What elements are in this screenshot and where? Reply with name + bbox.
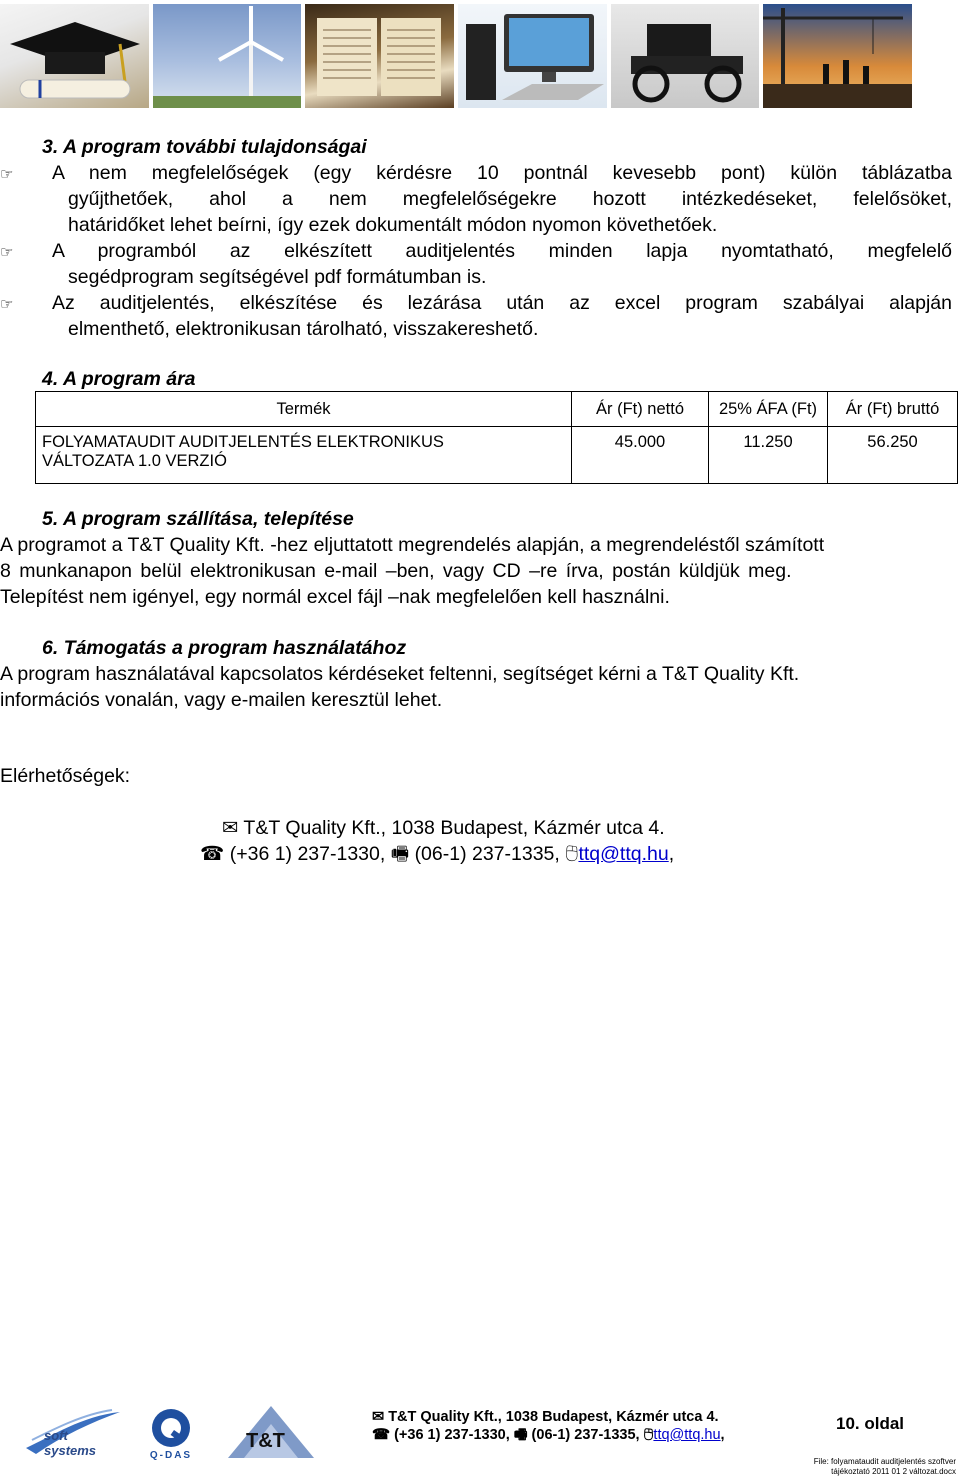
file-info (806, 1457, 956, 1477)
footer-contact (372, 1408, 725, 1444)
construction-crane-image (763, 4, 912, 108)
envelope-icon: ✉ (372, 1409, 385, 1425)
net-price-cell: 45.000 (572, 427, 709, 484)
section-3-heading: 3. A program további tulajdonságai (42, 136, 367, 158)
bullet-line: A nem megfelelőségek (egy kérdésre 10 pontnál kevesebb pont) külön táblázatba (52, 162, 952, 184)
column-header: 25% ÁFA (Ft) (709, 392, 828, 427)
pointing-hand-icon: ☞ (0, 166, 14, 183)
bullet-item (0, 238, 960, 290)
column-header: Termék (36, 392, 572, 427)
qdas-logo-text: Q-DAS (149, 1450, 193, 1461)
column-header: Ár (Ft) nettó (572, 392, 709, 427)
mouse-icon: 🖰 (565, 843, 579, 865)
tt-logo-text: T&T (246, 1430, 285, 1452)
footer-address: T&T Quality Kft., 1038 Budapest, Kázmér utca 4. (388, 1409, 719, 1425)
old-book-image (305, 4, 454, 108)
paragraph-line: A programot a T&T Quality Kft. -hez eljuttatott megrendelés alapján, a megrendeléstől számított (0, 534, 825, 556)
column-header: Ár (Ft) bruttó (828, 392, 958, 427)
tt-logo (228, 1404, 314, 1460)
footer-email-link[interactable]: ttq@ttq.hu (653, 1427, 721, 1443)
section-6-body (0, 661, 960, 713)
gross-price-cell: 56.250 (828, 427, 958, 484)
price-table (35, 391, 958, 484)
table-header-row (36, 392, 958, 427)
bullet-line: segédprogram segítségével pdf formátumban is. (68, 266, 487, 288)
vat-cell: 11.250 (709, 427, 828, 484)
email-trailing-comma: , (668, 843, 675, 865)
bullet-line: elmenthető, elektronikusan tárolható, visszakereshető. (68, 318, 539, 340)
bullet-line: Az auditjelentés, elkészítése és lezárása után az excel program szabályai alapján (52, 292, 952, 314)
pointing-hand-icon: ☞ (0, 244, 14, 261)
contacts-label: Elérhetőségek: (0, 765, 131, 787)
bullet-line: A programból az elkészített auditjelentés minden lapja nyomtatható, megfelelő (52, 240, 952, 262)
soft-systems-logo-text: soft systems (44, 1428, 97, 1458)
page-number: 10. oldal (836, 1414, 905, 1433)
bullet-line: gyűjthetőek, ahol a nem megfelelőségekre hozott intézkedéseket, felelősöket, (68, 188, 952, 210)
product-name-line: FOLYAMATAUDIT AUDITJELENTÉS ELEKTRONIKUS (42, 433, 444, 451)
contact-fax: (06-1) 237-1335, (414, 843, 560, 865)
qdas-logo (134, 1406, 208, 1466)
product-name-line: VÁLTOZATA 1.0 VERZIÓ (42, 452, 227, 470)
header-banner (0, 4, 912, 108)
contact-address-line (222, 815, 665, 841)
file-info-line: tájékoztató 2011 01 2 változat.docx (831, 1467, 956, 1476)
section-5-body (0, 532, 960, 610)
contact-phone-line (200, 841, 674, 867)
telephone-icon: ☎ (372, 1427, 391, 1443)
bullet-line: határidőket lehet beírni, így ezek dokumentált módon nyomon követhetőek. (68, 214, 718, 236)
bullet-item (0, 290, 960, 342)
contact-email-link[interactable]: ttq@ttq.hu (578, 843, 669, 865)
footer-phone: (+36 1) 237-1330, (394, 1427, 510, 1443)
paragraph-line: Telepítést nem igényel, egy normál excel fájl –nak megfelelően kell használni. (0, 586, 670, 608)
footer-address-line (372, 1408, 725, 1426)
graduation-cap-image (0, 4, 149, 108)
file-info-line: File: folyamataudit auditjelentés szoftver (813, 1457, 956, 1466)
vintage-car-image (611, 4, 760, 108)
section-4-heading: 4. A program ára (42, 368, 196, 390)
paragraph-line: információs vonalán, vagy e-mailen keresztül lehet. (0, 689, 443, 711)
paragraph-line: A program használatával kapcsolatos kérdéseket feltenni, segítséget kérni a T&T Quality Kft. (0, 663, 800, 685)
contact-address: T&T Quality Kft., 1038 Budapest, Kázmér utca 4. (243, 817, 665, 839)
computer-image (458, 4, 607, 108)
footer-phone-line (372, 1426, 725, 1444)
section-6-heading: 6. Támogatás a program használatához (42, 637, 407, 659)
telephone-icon: ☎ (200, 843, 225, 865)
contact-phone: (+36 1) 237-1330, (229, 843, 386, 865)
wind-turbine-image (153, 4, 302, 108)
pointing-hand-icon: ☞ (0, 296, 14, 313)
footer-fax: (06-1) 237-1335, (531, 1427, 640, 1443)
table-row (36, 427, 958, 484)
footer-email-comma: , (720, 1427, 725, 1443)
paragraph-line: 8 munkanapon belül elektronikusan e-mail –ben, vagy CD –re írva, postán küldjük meg. (0, 560, 792, 582)
soft-systems-logo (22, 1406, 122, 1458)
fax-icon: 🖷 (513, 1427, 528, 1443)
fax-icon: 🖷 (390, 843, 410, 865)
bullet-item (0, 160, 960, 238)
product-cell (36, 427, 572, 484)
page-footer (0, 1400, 960, 1479)
envelope-icon: ✉ (222, 817, 239, 839)
section-5-heading: 5. A program szállítása, telepítése (42, 508, 354, 530)
mouse-icon: 🖰 (643, 1427, 654, 1443)
